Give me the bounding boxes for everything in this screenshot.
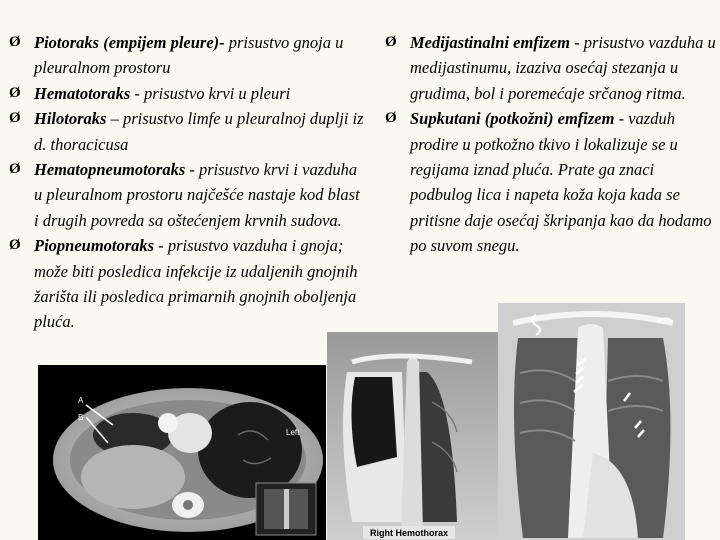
emphysema-xray-image bbox=[498, 303, 685, 540]
list-item-supkutani-emfizem bbox=[382, 106, 720, 258]
term: Medijastinalni emfizem bbox=[410, 33, 570, 52]
arrow-bullet-icon: Ø bbox=[9, 84, 21, 101]
left-column bbox=[6, 30, 366, 335]
definition: prisustvo gnoja u pleuralnom prostoru bbox=[34, 33, 344, 78]
term: Hematotoraks bbox=[34, 83, 131, 103]
list-item-piopneumotoraks bbox=[6, 233, 366, 335]
term: Hilotoraks bbox=[34, 109, 107, 129]
xray-caption: Right Hemothorax bbox=[369, 528, 449, 538]
list-item-hematopneumotoraks bbox=[6, 157, 366, 233]
right-column bbox=[382, 30, 720, 259]
term: Piotoraks (empijem pleure)- bbox=[34, 33, 225, 52]
hemothorax-xray-image bbox=[327, 332, 498, 540]
term: Piopneumotoraks bbox=[34, 236, 155, 256]
definition: - prisustvo krvi i vazduha u pleuralnom prostoru najčešće nastaje kod blast i drugih povreda sa oštećenjem krvnih sudova. bbox=[34, 160, 360, 230]
list-item-piotoraks bbox=[6, 30, 366, 81]
arrow-bullet-icon: Ø bbox=[9, 237, 21, 254]
definition: - prisustvo vazduha u medijastinumu, izaziva osećaj stezanja u grudima, bol i poremećaje srčanog ritma. bbox=[410, 33, 716, 103]
definition: - prisustvo vazduha i gnoja; može biti posledica infekcije iz udaljenih gnojnih žarišta ili posledica primarnih gnojnih oboljenja pluća. bbox=[34, 236, 358, 332]
arrow-bullet-icon: Ø bbox=[9, 34, 21, 50]
ct-label-left: Left bbox=[286, 428, 300, 437]
arrow-bullet-icon: Ø bbox=[385, 34, 397, 50]
definition: - prisustvo krvi u pleuri bbox=[130, 83, 291, 103]
ct-label-b: B bbox=[78, 413, 84, 422]
definition: – prisustvo limfe u pleuralnoj duplji iz d. thoracicusa bbox=[34, 109, 364, 154]
arrow-bullet-icon: Ø bbox=[385, 110, 397, 127]
arrow-bullet-icon: Ø bbox=[9, 110, 21, 127]
list-item-medijastinalni-emfizem bbox=[382, 30, 720, 106]
arrow-bullet-icon: Ø bbox=[9, 161, 21, 178]
definition: - vazduh prodire u potkožno tkivo i lokalizuje se u regijama iznad pluća. Prate ga znaci podbulog lica i napeta koža koja kada se pritisne daje osećaj škripanja kao da hodamo po suvom snegu. bbox=[410, 109, 712, 256]
term: Supkutani (potkožni) emfizem bbox=[410, 109, 615, 129]
ct-scan-image bbox=[38, 365, 326, 540]
term: Hematopneumotoraks bbox=[34, 160, 186, 180]
list-item-hilotoraks bbox=[6, 106, 366, 157]
list-item-hematotoraks bbox=[6, 81, 366, 106]
ct-label-a: A bbox=[78, 396, 84, 405]
